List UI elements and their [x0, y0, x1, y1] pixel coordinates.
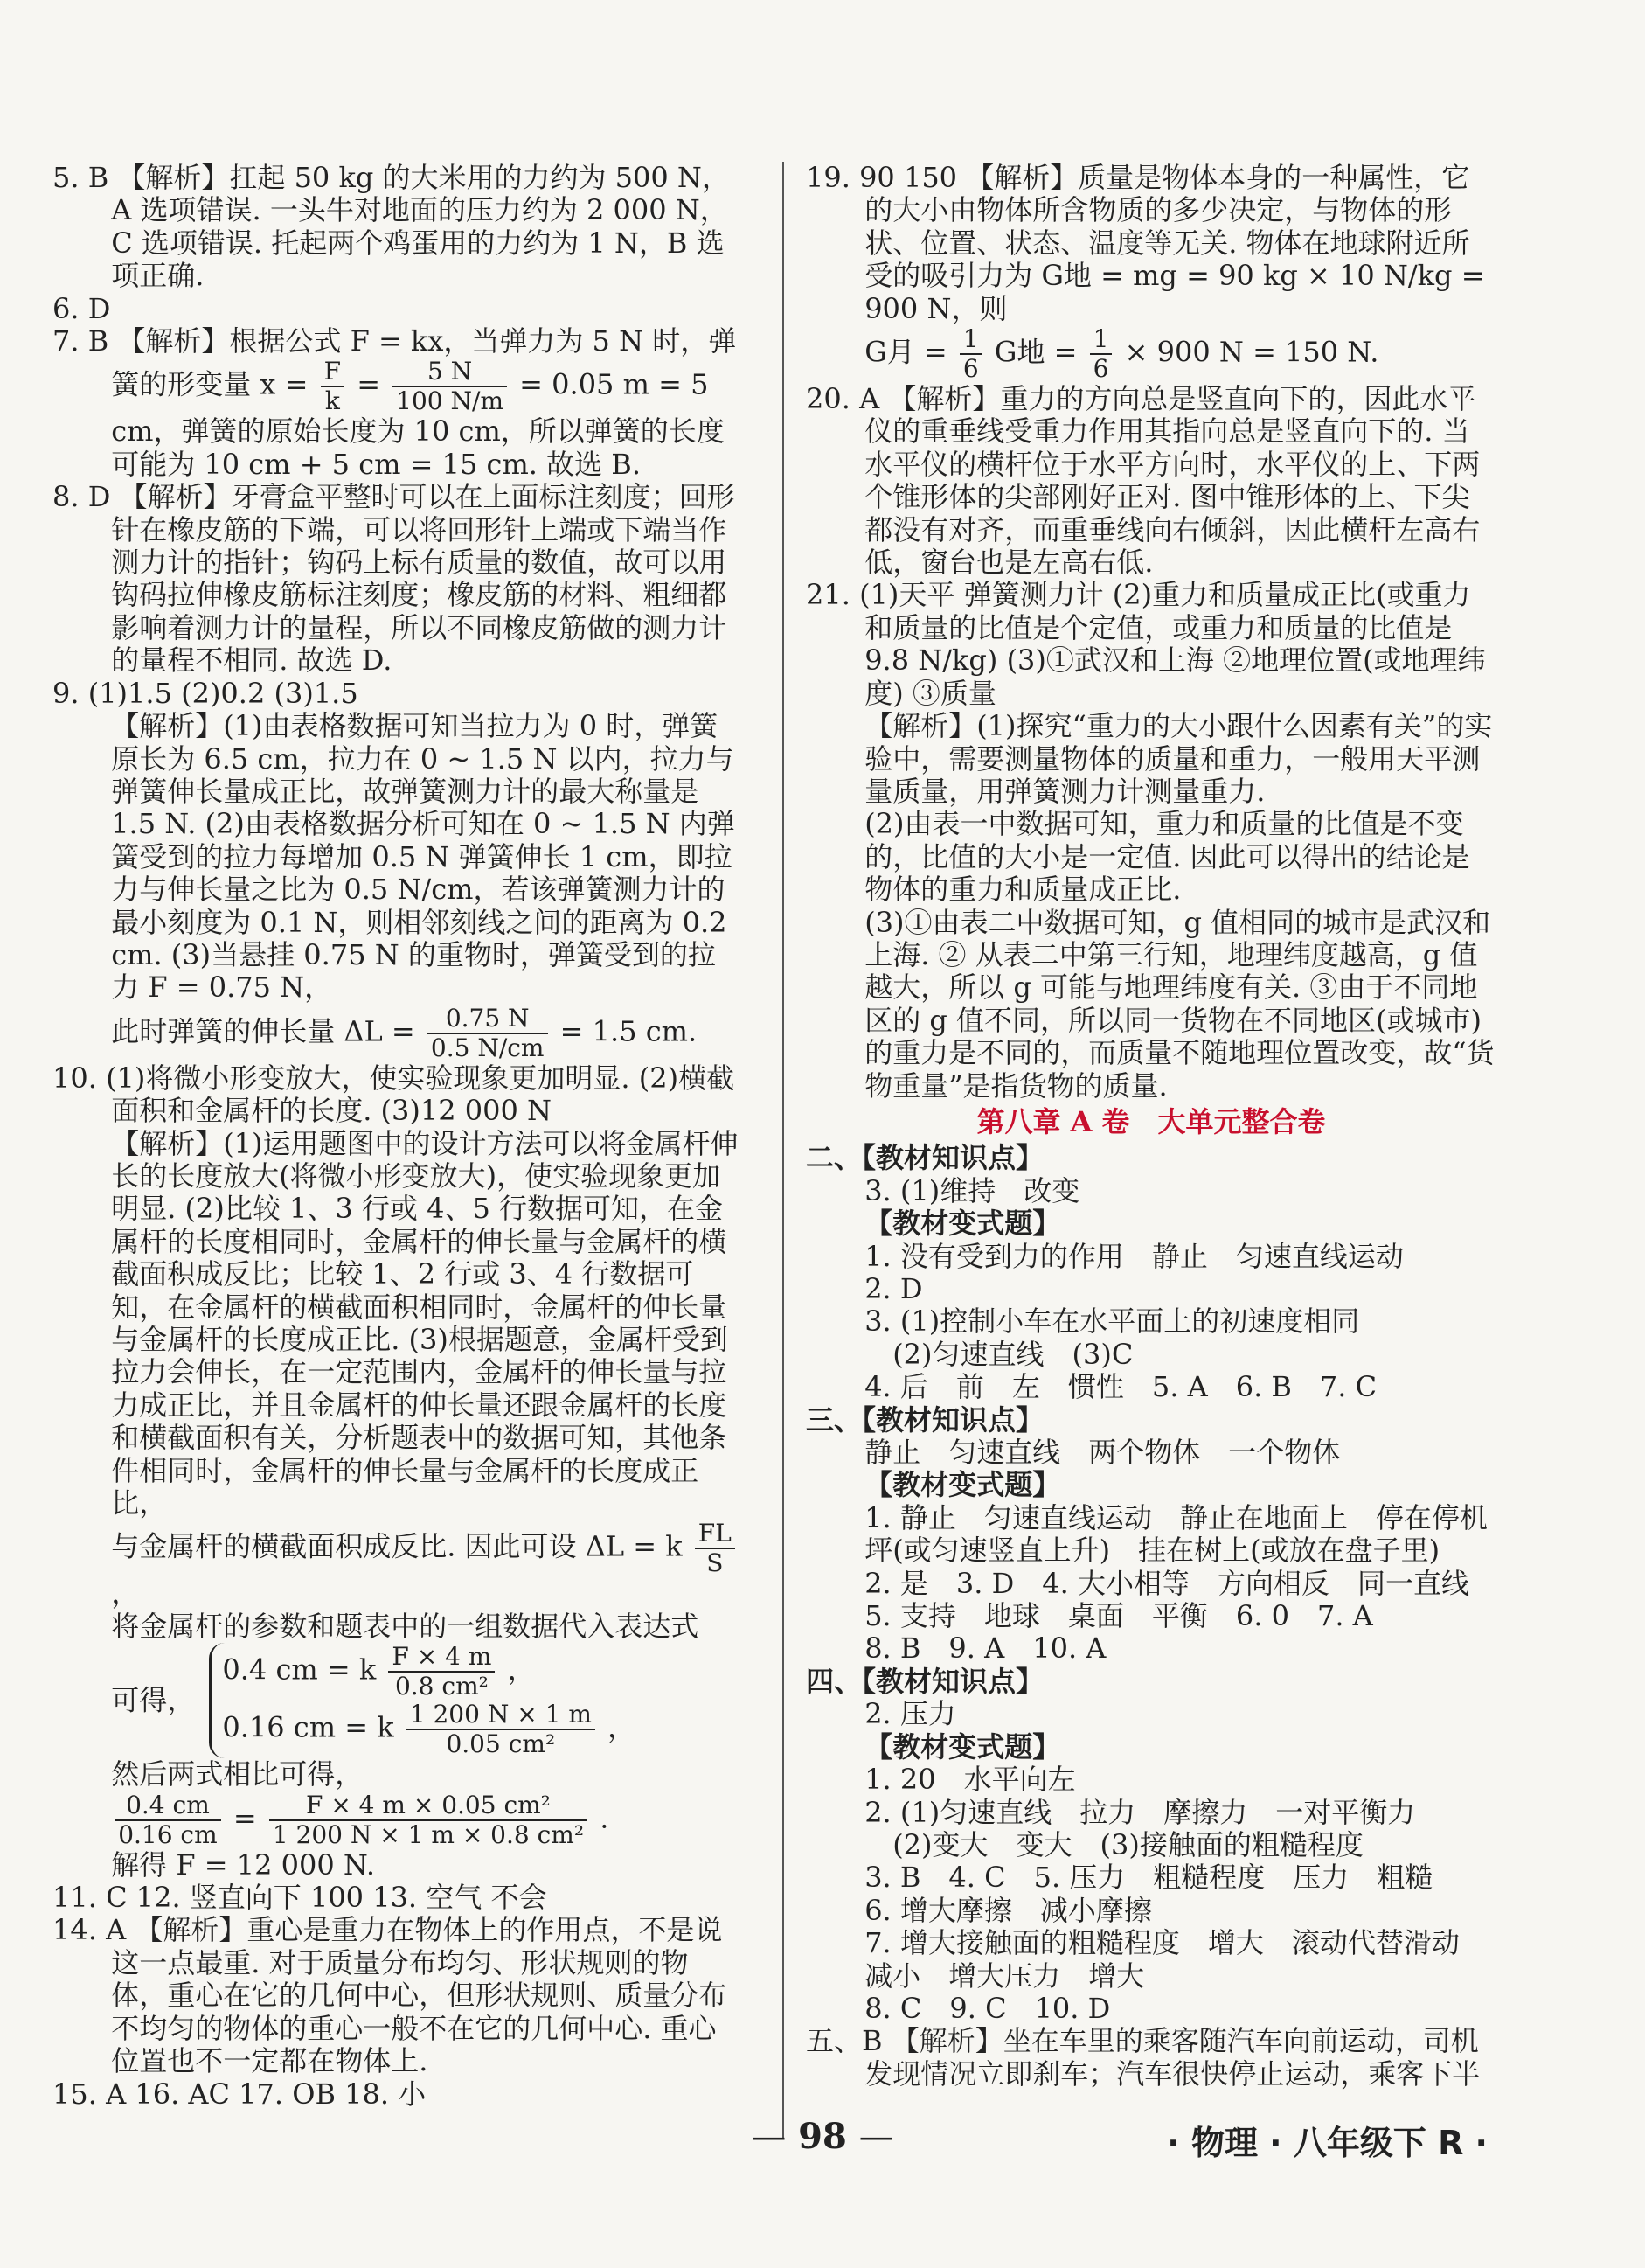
answer-15-18: 15. A 16. AC 17. OB 18. 小: [52, 2077, 427, 2111]
answer-21-explanation-2: (2)由表一中数据可知，重力和质量的比值是不变的，比值的大小是一定值. 因此可以得出的结论是物体的重力和质量成正比.: [864, 807, 1470, 907]
answer-7: [52, 325, 743, 481]
answer-9-explanation: 【解析】(1)由表格数据可知当拉力为 0 时，弹簧原长为 6.5 cm，拉力在 0 ~ 1.5 N 以内，拉力与弹簧伸长量成正比，故弹簧测力计的最大称量是 1.5 N. (2)由表格数据分析可知在 0 ~ 1.5 N 内弹簧受到的拉力每增加 0.5 N 弹簧伸长 1 cm，即拉力与伸长量之比为 0.5 N/cm，若该弹簧测力计的最小刻度为 0.1 N，则相邻刻线之间的距离为 0.2 cm. (3)当悬挂 0.75 N 的重物时，弹簧受到的拉力 F = 0.75 N，: [111, 709, 735, 1005]
fraction-extension: $\frac{0.75 N}{0.5 N/cm}$: [427, 1005, 548, 1062]
right-column: [806, 162, 1496, 2091]
section-2-line-5: (2)匀速直线 (3)C: [892, 1337, 1134, 1371]
section-4-line-8: 8. C 9. C 10. D: [864, 1991, 1111, 2025]
answer-20: 20. A 【解析】重力的方向总是竖直向下的，因此水平仪的重垂线受重力作用其指向总是竖直向下的. 当水平仪的横杆位于水平方向时，水平仪的上、下两个锥形体的尖部刚好正对. 图中锥形体的上、下尖都没有对齐，而重垂线向右倾斜，因此横杆左高右低，窗台也是左高右低.: [806, 382, 1481, 580]
section-2-line-1: 3. (1)维持 改变: [864, 1173, 1080, 1207]
answer-21-explanation-1: 【解析】(1)探究“重力的大小跟什么因素有关”的实验中，需要测量物体的质量和重力，一般用天平测量质量，用弹簧测力计测量重力.: [864, 709, 1493, 808]
section-5: 五、B 【解析】坐在车里的乘客随汽车向前运动，司机发现情况立即刹车；汽车很快停止运动，乘客下半: [806, 2024, 1481, 2091]
answer-10-ratio-label: 然后两式相比可得，: [111, 1757, 364, 1791]
chapter-title: 第八章 A 卷 大单元整合卷: [976, 1104, 1326, 1138]
answer-7-text-b: = 0.05 m = 5 cm，弹簧的原始长度为 10 cm，所以弹簧的长度可能为 10 cm + 5 cm = 15 cm. 故选 B.: [111, 367, 725, 481]
equals-sign: =: [357, 367, 380, 401]
system-eq-2: 0.16 cm = k $\frac{1 200 N \times 1 m}{\text{0.05 cm²}}$ ，: [222, 1700, 636, 1759]
column-divider: [782, 162, 784, 2138]
answer-21-explanation-3: (3)①由表二中数据可知，g 值相同的城市是武汉和上海. ② 从表二中第三行知，地理纬度越高，g 值越大，所以 g 可能与地理纬度有关. ③由于不同地区的 g 值不同，所以同一货物在不同地区(或城市)的重力是不同的，而质量不随地理位置改变，故“货物重量”是指货物的质量.: [864, 905, 1495, 1103]
section-4-variant-header: 【教材变式题】: [864, 1729, 1061, 1764]
answer-19: 19. 90 150 【解析】质量是物体本身的一种属性，它的大小由物体所含物质的多少决定，与物体的形状、位置、状态、温度等无关. 物体在地球附近所受的吸引力为 G地 = mg = 90 kg × 10 N/kg = 900 N，则: [806, 161, 1485, 325]
answer-10-substitute: 将金属杆的参数和题表中的一组数据代入表达式: [111, 1609, 699, 1643]
answer-8: 8. D 【解析】牙膏盒平整时可以在上面标注刻度；回形针在橡皮筋的下端，可以将回形针上端或下端当作测力计的指针；钩码上标有质量的数值，故可以用钩码拉伸橡皮筋标注刻度；橡皮筋的材料、粗细都影响着测力计的量程，所以不同橡皮筋做的测力计的量程不相同. 故选 D.: [52, 480, 735, 678]
fraction-fl-over-s: $\frac{FL}{S}$: [695, 1520, 735, 1577]
answer-11-13: 11. C 12. 竖直向下 100 13. 空气 不会: [52, 1881, 547, 1915]
section-2-line-3: 2. D: [864, 1272, 923, 1305]
section-3-line-1: 静止 匀速直线 两个物体 一个物体: [864, 1436, 1341, 1470]
section-4-line-4: (2)变大 变大 (3)接触面的粗糙程度: [892, 1827, 1364, 1861]
section-3-line-2: 1. 静止 匀速直线运动 静止在地面上 停在停机坪(或匀速竖直上升) 挂在树上(或放在盘子里): [864, 1500, 1488, 1568]
section-4-line-1: 2. 压力: [864, 1697, 956, 1731]
answer-10-explanation: 【解析】(1)运用题图中的设计方法可以将金属杆伸长的长度放大(将微小形变放大)，使实验现象更加明显. (2)比较 1、3 行或 4、5 行数据可知，在金属杆的长度相同时，金属杆的伸长量与金属杆的横截面积成反比；比较 1、2 行或 3、4 行数据可知，在金属杆的横截面积相同时，金属杆的伸长量与金属杆的长度成正比. (3)根据题意，金属杆受到拉力会伸长，在一定范围内，金属杆的伸长量与拉力成正比，并且金属杆的伸长量还跟金属杆的长度和横截面积有关，分析题表中的数据可知，其他条件相同时，金属杆的伸长量与金属杆的长度成正比，: [111, 1126, 739, 1520]
answer-14: 14. A 【解析】重心是重力在物体上的作用点，不是说这一点最重. 对于质量分布均匀、形状规则的物体，重心在它的几何中心，但形状规则、质量分布不均匀的物体的重心一般不在它的几何中心. 重心位置也不一定都在物体上.: [52, 1913, 727, 2078]
book-title: · 物理 · 八年级下 R ·: [1167, 2124, 1488, 2162]
answer-10-solution: 解得 F = 12 000 N.: [111, 1847, 375, 1882]
section-2-header: 二、【教材知识点】: [806, 1141, 1045, 1175]
answer-10-system: 可得， 0.4 cm = k $\frac{F \times 4 m}{\text{0.8 cm²}}$ ， 0.16 cm = k $\frac{1 200 N \times 1 m}{\text{0.05 cm²}}$ ，: [111, 1642, 636, 1759]
answer-6: 6. D: [52, 291, 111, 325]
section-4-line-2: 1. 20 水平向左: [864, 1763, 1076, 1797]
section-3-line-3: 2. 是 3. D 4. 大小相等 方向相反 同一直线: [864, 1566, 1469, 1600]
section-2-line-4: 3. (1)控制小车在水平面上的初速度相同: [864, 1304, 1360, 1339]
answer-21: 21. (1)天平 弹簧测力计 (2)重力和质量成正比(或重力和质量的比值是个定值，或重力和质量的比值是 9.8 N/kg) (3)①武汉和上海 ②地理位置(或地理纬度) ③质量: [806, 578, 1486, 710]
answer-10-formula: 与金属杆的横截面积成反比. 因此可设 ΔL = k $\frac{FL}{S}$ ，: [52, 1520, 743, 1610]
section-2-variant-header: 【教材变式题】: [864, 1207, 1061, 1241]
section-2-line-6: 4. 后 前 左 惯性 5. A 6. B 7. C: [864, 1370, 1378, 1404]
page-number: — 98 —: [751, 2116, 894, 2157]
section-4-line-6: 6. 增大摩擦 减小摩擦: [864, 1893, 1152, 1927]
section-3-variant-header: 【教材变式题】: [864, 1468, 1061, 1502]
answer-19-equation: G月 = $\frac{1}{6}$ G地 = $\frac{1}{6}$ × 900 N = 150 N.: [864, 324, 1379, 384]
fraction-f-over-k: $\frac{F}{k}$: [321, 358, 344, 415]
answer-9-equation: 此时弹簧的伸长量 ΔL = $\frac{0.75 N}{0.5 N/cm}$ = 1.5 cm.: [111, 1003, 698, 1062]
section-3-line-4: 5. 支持 地球 桌面 平衡 6. 0 7. A: [864, 1599, 1373, 1633]
section-4-line-3: 2. (1)匀速直线 拉力 摩擦力 一对平衡力: [864, 1795, 1416, 1829]
section-4-header: 四、【教材知识点】: [806, 1664, 1045, 1698]
section-3-header: 三、【教材知识点】: [806, 1402, 1045, 1437]
answer-10: 10. (1)将微小形变放大，使实验现象更加明显. (2)横截面积和金属杆的长度. (3)12 000 N: [52, 1061, 735, 1128]
section-4-line-7: 7. 增大接触面的粗糙程度 增大 滚动代替滑动 减小 增大压力 增大: [864, 1926, 1488, 1993]
equation-system: [209, 1643, 635, 1758]
fraction-5n-over-100nm: $\frac{5 N}{100 N/m}$: [392, 358, 507, 415]
answer-5: 5. B 【解析】扛起 50 kg 的大米用的力约为 500 N，A 选项错误. 一头牛对地面的压力约为 2 000 N，C 选项错误. 托起两个鸡蛋用的力约为 1 N，B 选项正确.: [52, 161, 730, 293]
answer-7-text-a: 7. B 【解析】根据公式 F = kx，当弹力为 5 N 时，弹簧的形变量 x =: [52, 324, 737, 401]
section-4-line-5: 3. B 4. C 5. 压力 粗糙程度 压力 粗糙: [864, 1861, 1433, 1895]
section-2-line-2: 1. 没有受到力的作用 静止 匀速直线运动: [864, 1239, 1404, 1273]
answer-9: 9. (1)1.5 (2)0.2 (3)1.5: [52, 676, 358, 710]
section-3-line-5: 8. B 9. A 10. A: [864, 1631, 1107, 1666]
answer-10-ratio: $\frac{0.4 cm}{0.16 cm}$ = $\frac{\text{F × 4 m × 0.05 cm²}}{\text{1 200 N × 1 m × 0.8 cm²}}$ .: [52, 1791, 743, 1849]
system-eq-1: 0.4 cm = k $\frac{F \times 4 m}{\text{0.8 cm²}}$ ，: [222, 1642, 536, 1701]
left-column: [52, 162, 743, 2111]
